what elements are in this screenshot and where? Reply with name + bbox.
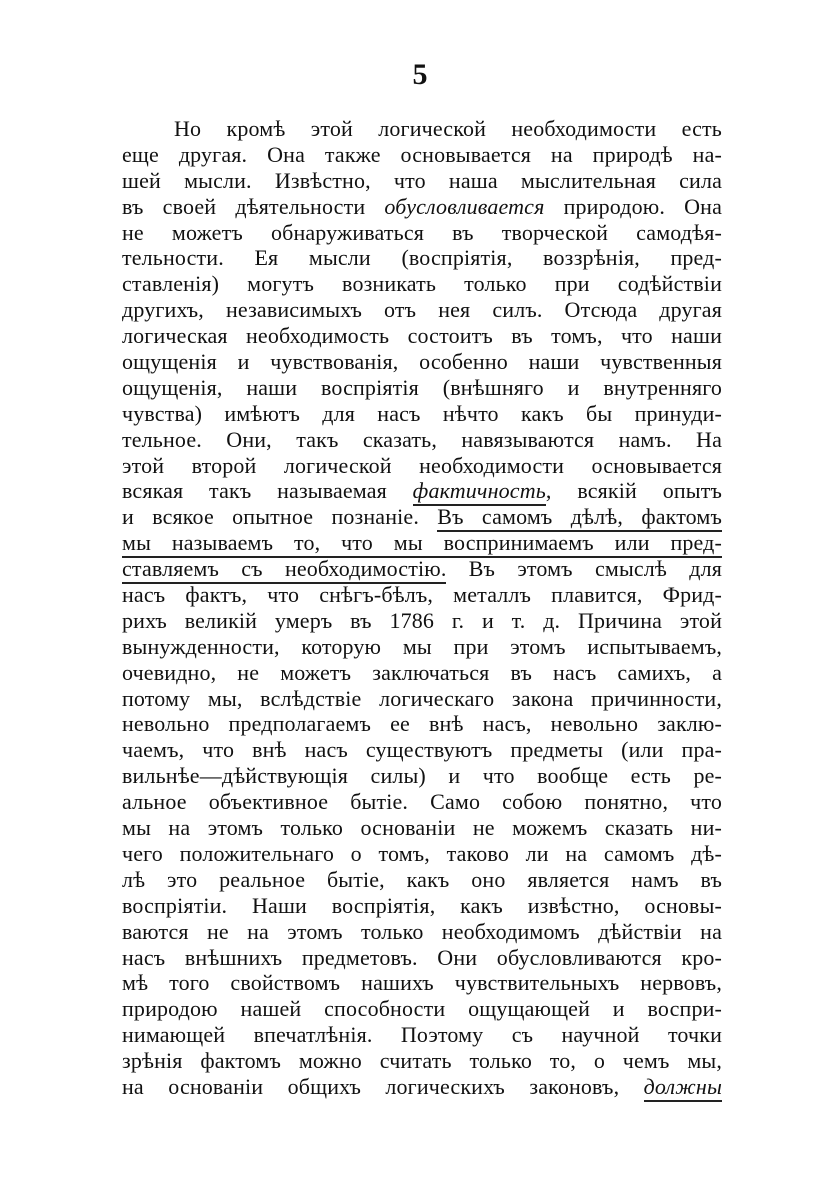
text-segment: ощущенія и чувствованія, особенно наши чувственныя — [122, 349, 722, 375]
text-line — [122, 608, 722, 634]
text-segment: фактичность — [413, 478, 546, 506]
text-line — [122, 168, 722, 194]
text-line — [122, 375, 722, 401]
text-line — [122, 1022, 722, 1048]
text-segment: мѣ того свойствомъ нашихъ чувствительныхъ нервовъ, — [122, 970, 722, 996]
text-line — [122, 686, 722, 712]
text-line — [122, 763, 722, 789]
text-segment: зрѣнія фактомъ можно считать только то, о чемъ мы, — [122, 1048, 722, 1074]
text-segment: въ своей дѣятельности — [122, 193, 385, 219]
text-line — [122, 142, 722, 168]
text-segment: вильнѣе—дѣйствующія силы) и что вообще есть ре- — [122, 763, 722, 789]
text-segment: альное объективное бытіе. Само собою понятно, что — [122, 789, 722, 815]
text-segment: ваются не на этомъ только необходимомъ дѣйствіи на — [122, 918, 722, 944]
text-line — [122, 220, 722, 246]
text-line — [122, 504, 722, 530]
text-line — [122, 194, 722, 220]
text-segment: всякая такъ называемая — [122, 478, 413, 504]
text-line — [122, 867, 722, 893]
text-line — [122, 323, 722, 349]
text-line — [122, 245, 722, 271]
text-segment: чувства) имѣютъ для насъ нѣчто какъ бы принуди- — [122, 400, 722, 426]
text-line — [122, 427, 722, 453]
text-segment: насъ фактъ, что снѣгъ-бѣлъ, металлъ плавится, Фрид- — [122, 582, 722, 608]
text-segment: нимающей впечатлѣнія. Поэтому съ научной точки — [122, 1022, 722, 1048]
text-line — [122, 401, 722, 427]
text-line — [122, 478, 722, 504]
text-segment: еще другая. Она также основывается на природѣ на- — [122, 141, 722, 167]
text-line — [122, 970, 722, 996]
text-segment: мы на этомъ только основаніи не можемъ сказать ни- — [122, 815, 722, 841]
text-segment: Но кромѣ этой логической необходимости есть — [174, 116, 722, 141]
text-segment: , всякій опытъ — [545, 478, 722, 504]
text-line — [122, 841, 722, 867]
text-line — [122, 945, 722, 971]
text-segment: Въ этомъ смыслѣ для — [446, 556, 722, 582]
text-segment: ставленія) могутъ возникать только при содѣйствіи — [122, 271, 722, 297]
text-segment: тельное. Они, такъ сказать, навязываются намъ. На — [122, 426, 722, 452]
text-line — [122, 1048, 722, 1074]
page-number: 5 — [412, 58, 428, 91]
text-line — [122, 737, 722, 763]
text-line — [122, 297, 722, 323]
text-segment: логическая необходимость состоитъ въ томъ, что наши — [122, 323, 722, 349]
text-line — [122, 893, 722, 919]
text-line — [122, 271, 722, 297]
text-segment: другихъ, независимыхъ отъ нея силъ. Отсюда другая — [122, 297, 722, 323]
text-segment: не можетъ обнаруживаться въ творческой самодѣя- — [122, 219, 722, 245]
text-segment: природою нашей способности ощущающей и воспри- — [122, 996, 722, 1022]
text-line — [122, 789, 722, 815]
text-line — [122, 815, 722, 841]
text-segment: природою. Она — [544, 193, 722, 219]
text-segment: тельности. Ея мысли (воспріятія, воззрѣнія, пред- — [122, 245, 722, 271]
text-line — [122, 919, 722, 945]
text-segment: и всякое опытное познаніе. — [122, 504, 438, 530]
text-segment: мы называемъ то, что мы воспринимаемъ или пред- — [122, 530, 722, 558]
text-line — [122, 1074, 722, 1100]
text-segment: обусловливается — [384, 193, 545, 219]
text-segment: невольно предполагаемъ ее внѣ насъ, невольно заклю- — [122, 711, 722, 737]
text-line — [122, 453, 722, 479]
text-segment: на основаніи общихъ логическихъ законовъ, — [122, 1073, 644, 1099]
text-segment: Въ самомъ дѣлѣ, фактомъ — [437, 504, 722, 532]
text-line — [122, 349, 722, 375]
text-line — [122, 996, 722, 1022]
text-line — [122, 530, 722, 556]
text-line — [122, 634, 722, 660]
text-segment: потому мы, вслѣдствіе логическаго закона причинности, — [122, 685, 722, 711]
text-segment: воспріятіи. Наши воспріятія, какъ извѣстно, основы- — [122, 892, 722, 918]
text-segment: шей мысли. Извѣстно, что наша мыслительная сила — [122, 167, 722, 193]
text-segment: этой второй логической необходимости основывается — [122, 452, 722, 478]
text-line — [122, 660, 722, 686]
text-line — [122, 116, 722, 142]
text-segment: чего положительнаго о томъ, таково ли на самомъ дѣ- — [122, 840, 722, 866]
body-text — [122, 116, 722, 1100]
text-segment: ставляемъ съ необходимостію. — [122, 556, 446, 584]
text-segment: насъ внѣшнихъ предметовъ. Они обусловливаются кро- — [122, 944, 722, 970]
text-segment: должны — [644, 1074, 722, 1102]
text-line — [122, 711, 722, 737]
text-segment: ощущенія, наши воспріятія (внѣшняго и внутренняго — [122, 374, 722, 400]
text-line — [122, 582, 722, 608]
text-line — [122, 556, 722, 582]
text-segment: чаемъ, что внѣ насъ существуютъ предметы (или пра- — [122, 737, 722, 763]
text-segment: вынужденности, которую мы при этомъ испытываемъ, — [122, 633, 722, 659]
text-segment: лѣ это реальное бытіе, какъ оно является намъ въ — [122, 866, 722, 892]
text-segment: очевидно, не можетъ заключаться въ насъ самихъ, а — [122, 659, 722, 685]
text-segment: рихъ великій умеръ въ 1786 г. и т. д. Причина этой — [122, 607, 722, 633]
